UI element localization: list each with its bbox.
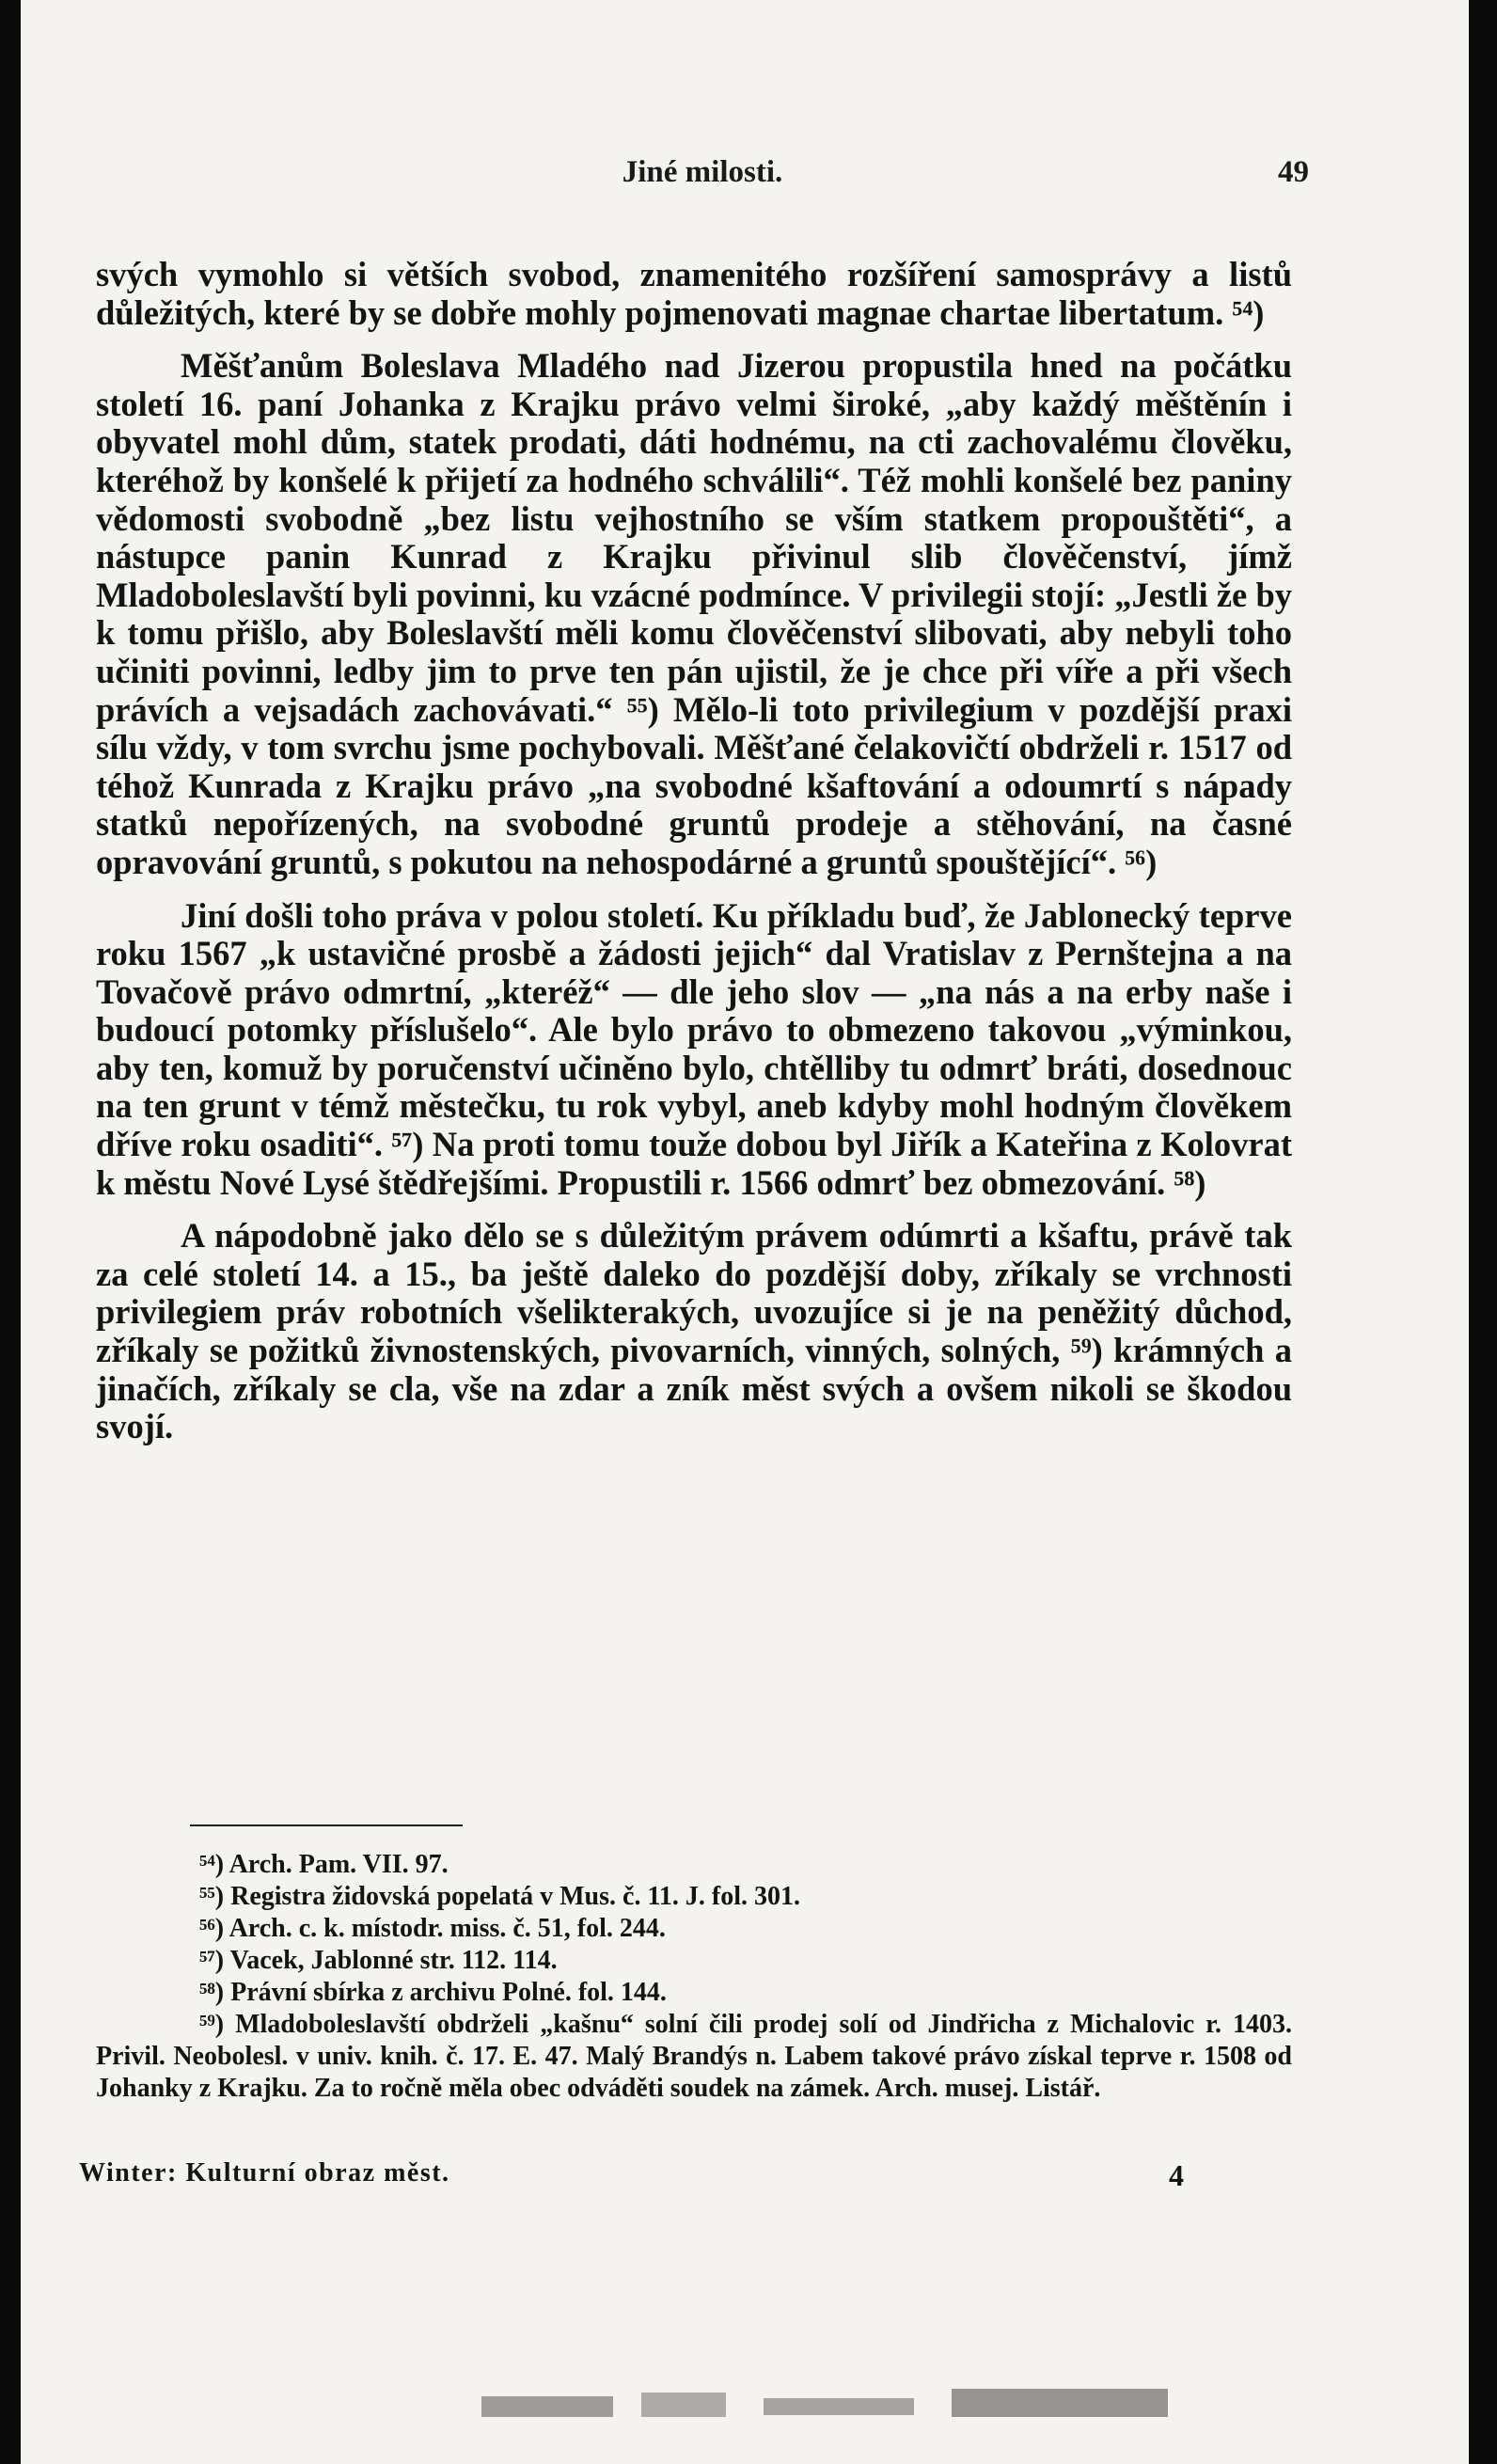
footnote-54: ⁵⁴) Arch. Pam. VII. 97. <box>199 1850 449 1879</box>
footnotes <box>96 1849 1292 2105</box>
printer-signature <box>79 2158 1184 2196</box>
footnote-55: ⁵⁵) Registra židovská popelatá v Mus. č. 11. J. fol. 301. <box>199 1882 800 1911</box>
running-head <box>96 155 1309 197</box>
footnote-divider <box>190 1824 463 1826</box>
bleed-mark <box>764 2398 914 2415</box>
bleed-mark <box>481 2396 613 2417</box>
body-text <box>96 256 1292 1446</box>
page-number: 49 <box>1278 155 1309 189</box>
bleed-through-marks <box>463 2379 1196 2426</box>
paragraph: Jiní došli toho práva v polou století. Ku příkladu buď, že Jablonecký teprve roku 1567 „k ustavičné prosbě a žádosti jejich“ dal Vratislav z Pernštejna a na Tovačově právo odmrtní, „kteréž“ — dle jeho slov — „na nás a na erby naše i budoucí potomky příslušelo“. Ale bylo právo to obmezeno takovou „výminkou, aby ten, komuž by poručenství učiněno bylo, chtělliby tu odmrť bráti, dosednouc na ten grunt v témž městečku, tu rok vybyl, aneb kdyby mohl hodným člověkem dříve roku osaditi“. ⁵⁷) Na proti tomu touže dobou byl Jiřík a Kateřina z Kolovrat k městu Nové Lysé štědřejšími. Propustili r. 1566 odmrť bez obmezování. ⁵⁸) <box>96 895 1292 1202</box>
sheet-number: 4 <box>1169 2158 1184 2192</box>
book-page <box>21 0 1469 2464</box>
paragraph: Měšťanům Boleslava Mladého nad Jizerou propustila hned na počátku století 16. paní Johanka z Krajku právo velmi široké, „aby každý měštěnín i obyvatel mohl dům, statek prodati, dáti hodnému, na cti zachovalému člověku, kteréhož by konšelé k přijetí za hodného schválili“. Též mohli konšelé bez paniny vědomosti svobodně „bez listu vejhostního se vším statkem propouštěti“, a nástupce panin Kunrad z Krajku přivinul slib člověčenství, jímž Mladoboleslavští byli povinni, ku vzácné podmínce. V privilegii stojí: „Jestli že by k tomu přišlo, aby Boleslavští měli komu člověčenství slibovati, aby nebyli toho učiniti povinni, ledby jim to prve ten pán ujistil, že je chce při víře a při všech právích a vejsadách zachovávati.“ ⁵⁵) Mělo-li toto privilegium v pozdější praxi sílu vždy, v tom svrchu jsme pochybovali. Měšťané čelakovičtí obdrželi r. 1517 od téhož Kunrada z Krajku právo „na svobodné kšaftování a odoumrtí s nápady statků nepořízených, na svobodné gruntů prodeje a stěhování, na časné opravování gruntů, s pokutou na nehospodárné a gruntů spouštějící“. ⁵⁶) <box>96 346 1292 881</box>
footnote-59: ⁵⁹) Mladoboleslavští obdrželi „kašnu“ solní čili prodej solí od Jindřicha z Michalovic r. 1403. Privil. Neobolesl. v univ. knih. č. 17. E. 47. Malý Brandýs n. Labem takové právo získal teprve r. 1508 od Johanky z Krajku. Za to ročně měla obec odváděti soudek na zámek. Arch. musej. Listář. <box>96 2010 1292 2103</box>
footnote-56: ⁵⁶) Arch. c. k. místodr. miss. č. 51, fol. 244. <box>199 1914 666 1943</box>
footnote-57: ⁵⁷) Vacek, Jablonné str. 112. 114. <box>199 1946 558 1975</box>
paragraph: A nápodobně jako dělo se s důležitým právem odúmrti a kšaftu, právě tak za celé století 14. a 15., ba ještě daleko do pozdější doby, zříkaly se vrchnosti privilegiem práv robotních všelikterakých, uvozujíce si je na peněžitý důchod, zříkaly se požitků živnostenských, pivovarních, vinných, solných, ⁵⁹) krámných a jinačích, zříkaly se cla, vše na zdar a zník měst svých a ovšem nikoli se škodou svojí. <box>96 1216 1292 1446</box>
signature-text: Winter: Kulturní obraz měst. <box>79 2158 450 2188</box>
bleed-mark <box>952 2389 1168 2417</box>
footnote-58: ⁵⁸) Právní sbírka z archivu Polné. fol. 144. <box>199 1978 667 2007</box>
paragraph-continuation: svých vymohlo si větších svobod, znamenitého rozšíření samosprávy a listů důležitých, které by se dobře mohly pojmenovati magnae chartae libertatum. ⁵⁴) <box>96 255 1292 332</box>
chapter-title: Jiné milosti. <box>622 155 783 189</box>
bleed-mark <box>641 2393 726 2417</box>
